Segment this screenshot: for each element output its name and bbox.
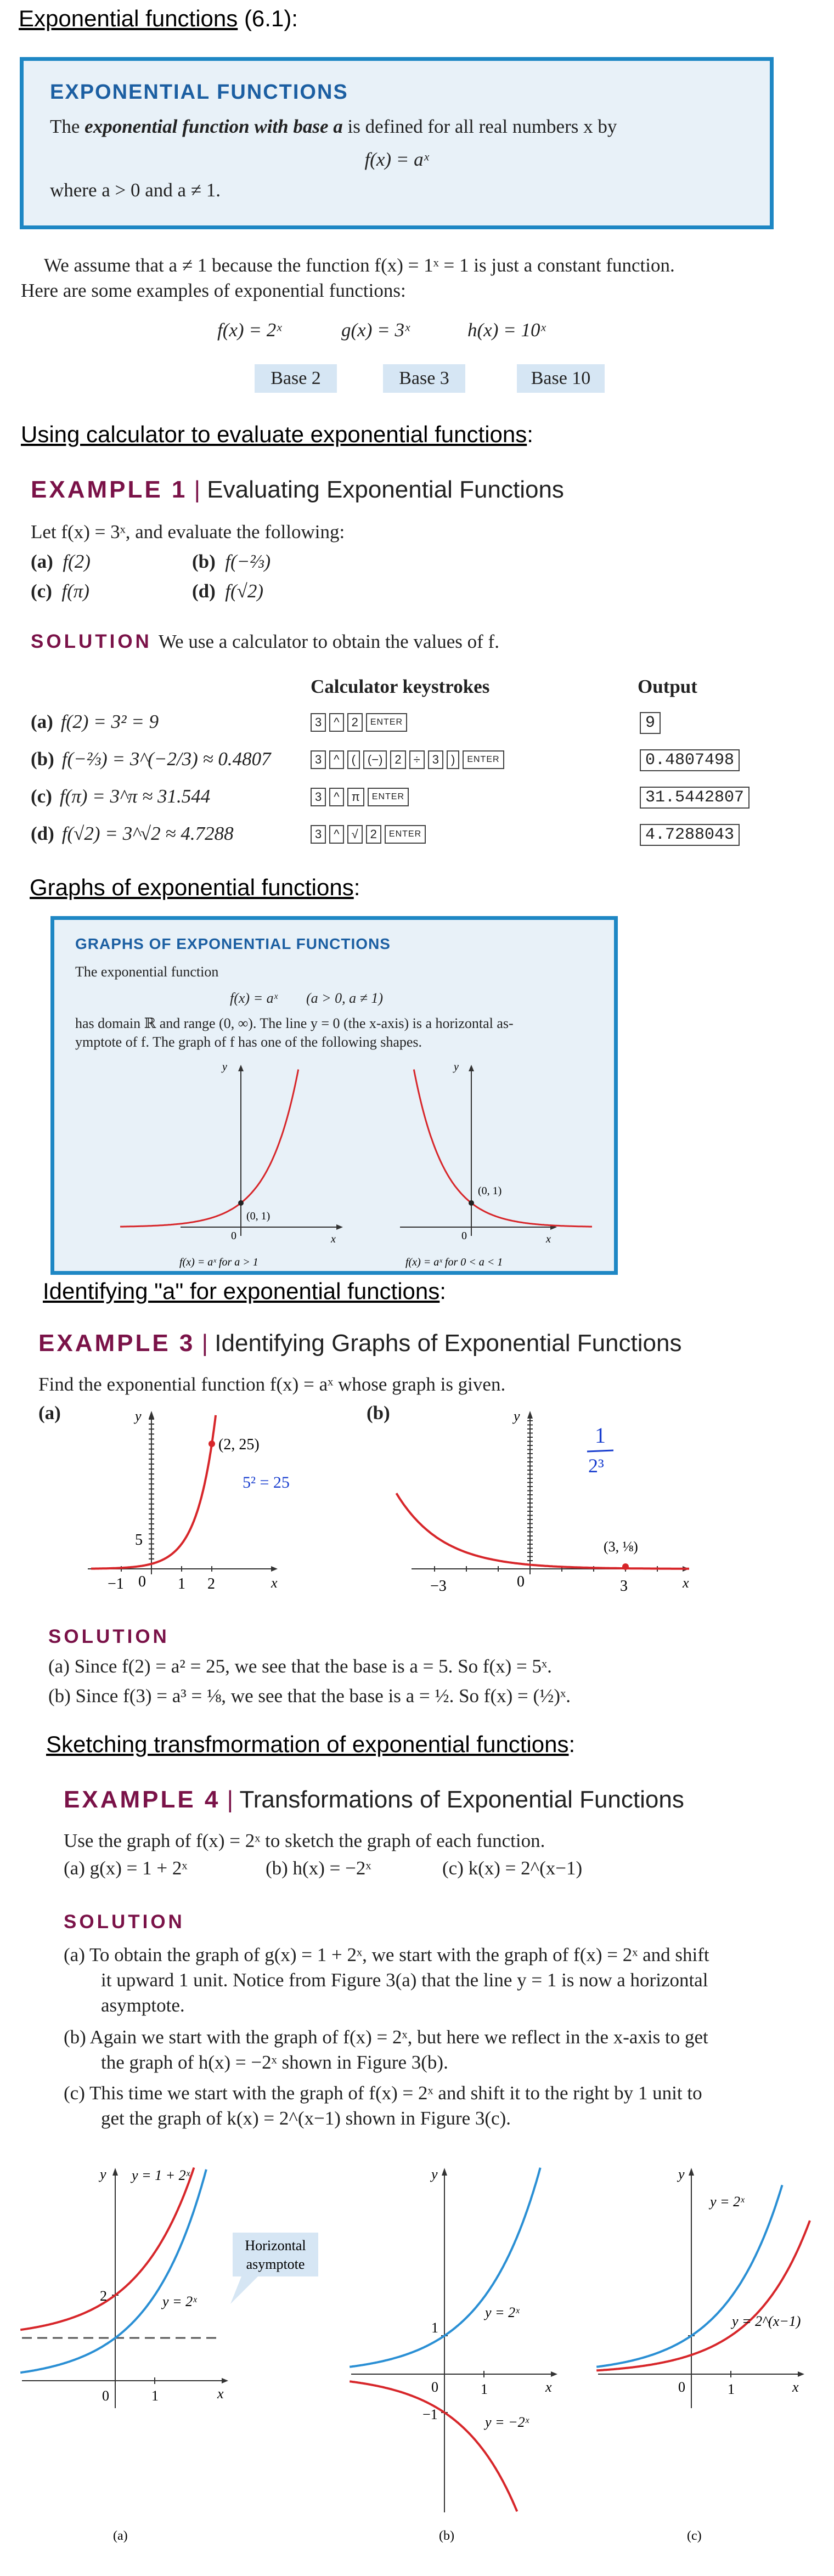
example4-part-a: (a) g(x) = 1 + 2ˣ (64, 1857, 188, 1879)
calc-output: 0.4807498 (640, 749, 740, 771)
example4-sol-c-2: get the graph of k(x) = 2^(x−1) shown in Figure 3(c). (101, 2108, 511, 2129)
axis-y-label: y (678, 2166, 685, 2182)
tick-label-ym1: −1 (422, 2406, 438, 2422)
point-label: (3, ⅛) (604, 1539, 638, 1555)
point-label: (2, 25) (218, 1436, 260, 1453)
calc-row-expression: (b) f(−⅔) = 3^(−2/3) ≈ 0.4807 (31, 748, 271, 770)
calc-key: 3 (428, 750, 443, 769)
calc-key: 2 (366, 825, 381, 844)
calc-key: ^ (329, 788, 343, 806)
curve-label-f: y = 2ˣ (162, 2293, 197, 2309)
example1-title: EXAMPLE 1 | Evaluating Exponential Functions (31, 476, 564, 503)
axis-x-label: x (331, 1233, 336, 1245)
origin-label: 0 (678, 2379, 685, 2395)
example-g: g(x) = 3ˣ (341, 319, 410, 341)
example4-solution-label: SOLUTION (64, 1911, 185, 1933)
intro-paragraph: We assume that a ≠ 1 because the function f(x) = 1ˣ = 1 is just a constant function. (44, 255, 675, 276)
example3-solution-a: (a) Since f(2) = a² = 25, we see that the base is a = 5. So f(x) = 5ˣ. (48, 1656, 552, 1677)
calc-key: √ (347, 825, 363, 844)
example3-part-a: (a) (38, 1402, 61, 1423)
section-heading-calculator: Using calculator to evaluate exponential functions: (21, 421, 533, 447)
example3-part-b: (b) (367, 1402, 390, 1423)
point-label: (0, 1) (478, 1185, 502, 1197)
tick-label-m1: −1 (108, 1575, 124, 1592)
tick-label-y1: 1 (431, 2320, 438, 2336)
definition-line: The exponential function with base a is defined for all real numbers x by (50, 116, 617, 137)
axis-y-label: y (454, 1061, 459, 1073)
tick-label-1: 1 (728, 2381, 735, 2397)
example4-sol-a-2: it upward 1 unit. Notice from Figure 3(a) that the line y = 1 is now a horizontal (101, 1969, 708, 1991)
graphs-box-line3: has domain ℝ and range (0, ∞). The line y = 0 (the x-axis) is a horizontal as- (75, 1015, 514, 1031)
figure-caption-a: (a) (113, 2529, 128, 2543)
base-label-10: Base 10 (517, 364, 605, 393)
calc-key: ^ (329, 825, 343, 844)
calc-key: 3 (311, 788, 326, 806)
tick-label-1: 1 (178, 1575, 185, 1592)
asymptote-callout (230, 2233, 318, 2304)
example1-part-c: (c) f(π) (31, 580, 89, 602)
handwritten-note: 5² = 25 (243, 1473, 290, 1492)
tick-label-m3: −3 (430, 1578, 447, 1595)
example4-part-b: (b) h(x) = −2ˣ (266, 1857, 371, 1879)
calc-key: ^ (329, 750, 343, 769)
axis-x-label: x (271, 1575, 278, 1591)
calc-key: 3 (311, 713, 326, 732)
graphs-box-title: GRAPHS OF EXPONENTIAL FUNCTIONS (75, 935, 391, 952)
calc-row-expression: (d) f(√2) = 3^√2 ≈ 4.7288 (31, 823, 234, 844)
calc-key: 2 (347, 713, 363, 732)
calc-key: ENTER (463, 750, 504, 769)
tick-label-1: 1 (481, 2381, 488, 2397)
example-h: h(x) = 10ˣ (467, 319, 546, 341)
example4-prompt: Use the graph of f(x) = 2ˣ to sketch the graph of each function. (64, 1830, 545, 1851)
tick-label-0: 0 (138, 1573, 146, 1590)
base-label-2: Base 2 (255, 364, 337, 393)
graph-decay (400, 1061, 592, 1268)
section-heading-identifying: Identifying "a" for exponential functions: (43, 1278, 446, 1304)
definition-title: EXPONENTIAL FUNCTIONS (50, 81, 348, 104)
section-heading-graphs: Graphs of exponential functions: (30, 874, 360, 900)
example4-sol-b-1: (b) Again we start with the graph of f(x) = 2ˣ, but here we reflect in the x-axis to get (64, 2026, 708, 2048)
graphs-box-formula: f(x) = aˣ (a > 0, a ≠ 1) (230, 990, 384, 1006)
example3-title: EXAMPLE 3 | Identifying Graphs of Exponential Functions (38, 1330, 682, 1357)
tick-label-0: 0 (517, 1573, 525, 1590)
example4-sol-a-1: (a) To obtain the graph of g(x) = 1 + 2ˣ, we start with the graph of f(x) = 2ˣ and shift (64, 1944, 709, 1965)
curve-label-g: y = 1 + 2ˣ (132, 2167, 190, 2183)
caption-growth: f(x) = aˣ for a > 1 (179, 1256, 258, 1268)
figure-3c (596, 2166, 810, 2543)
example4-sol-b-2: the graph of h(x) = −2ˣ shown in Figure 3(b). (101, 2052, 448, 2073)
origin-label: 0 (102, 2388, 109, 2404)
example4-sol-a-3: asymptote. (101, 1995, 185, 2016)
example4-title: EXAMPLE 4 | Transformations of Exponential Functions (64, 1786, 684, 1813)
axis-x-label: x (792, 2379, 799, 2395)
figure-caption-b: (b) (439, 2529, 454, 2543)
tick-label-2: 2 (207, 1575, 215, 1592)
curve-label-h: y = −2ˣ (485, 2414, 529, 2430)
calc-keystrokes (311, 713, 410, 732)
axis-x-label: x (217, 2386, 224, 2402)
calc-key: 3 (311, 750, 326, 769)
tick-label-1: 1 (151, 2388, 159, 2404)
calc-output: 4.7288043 (640, 824, 740, 846)
calc-keystrokes (311, 788, 412, 806)
callout-line1: Horizontal (245, 2238, 306, 2253)
calc-key: ) (447, 750, 459, 769)
graphs-box-line1: The exponential function (75, 964, 219, 980)
calc-key: (−) (363, 750, 387, 769)
axis-y-label: y (514, 1408, 520, 1424)
origin-label: 0 (431, 2379, 438, 2395)
curve-label-k: y = 2^(x−1) (732, 2313, 801, 2329)
calc-output: 31.5442807 (640, 787, 750, 809)
definition-condition: where a > 0 and a ≠ 1. (50, 179, 221, 201)
base-label-3: Base 3 (383, 364, 465, 393)
caption-decay: f(x) = aˣ for 0 < a < 1 (405, 1256, 503, 1268)
example1-part-b: (b) f(−⅔) (192, 551, 271, 572)
calc-key: ENTER (385, 825, 426, 844)
axis-x-label: x (683, 1575, 689, 1591)
calc-key: ENTER (366, 713, 407, 732)
example1-prompt: Let f(x) = 3ˣ, and evaluate the following: (31, 521, 345, 543)
example1-part-a: (a) f(2) (31, 551, 91, 572)
callout-line2: asymptote (246, 2256, 305, 2272)
example1-part-d: (d) f(√2) (192, 580, 264, 602)
axis-x-label: x (545, 2379, 552, 2395)
tick-label-2: 2 (100, 2288, 107, 2304)
calc-row-expression: (c) f(π) = 3^π ≈ 31.544 (31, 786, 211, 807)
point-label: (0, 1) (246, 1210, 271, 1222)
calc-keystrokes (311, 750, 508, 769)
example4-sol-c-1: (c) This time we start with the graph of f(x) = 2ˣ and shift it to the right by 1 unit to (64, 2082, 702, 2104)
definition-formula: f(x) = aˣ (364, 149, 429, 170)
calc-key: ( (347, 750, 360, 769)
example3-figures (0, 1404, 834, 1613)
axis-y-label: y (222, 1061, 227, 1073)
example4-part-c: (c) k(x) = 2^(x−1) (442, 1857, 583, 1879)
calc-key: 2 (390, 750, 405, 769)
axis-y-label: y (100, 2166, 106, 2182)
calc-key: ÷ (409, 750, 425, 769)
calc-key: π (347, 788, 364, 806)
section-heading-transformation: Sketching transfmormation of exponential functions: (46, 1731, 576, 1757)
tick-label-3: 3 (620, 1578, 628, 1595)
curve-label-f: y = 2ˣ (710, 2194, 745, 2210)
calc-output: 9 (640, 712, 661, 734)
example3-solution-label: SOLUTION (48, 1626, 170, 1647)
axis-x-label: x (546, 1233, 551, 1245)
graphs-box (50, 916, 618, 1275)
col-header-output: Output (638, 676, 697, 697)
example3-prompt: Find the exponential function f(x) = aˣ whose graph is given. (38, 1374, 506, 1395)
graph-growth (120, 1061, 343, 1268)
intro-paragraph-2: Here are some examples of exponential functions: (21, 280, 406, 301)
definition-box (20, 57, 774, 229)
calc-row-expression: (a) f(2) = 3² = 9 (31, 711, 159, 732)
section-heading-exponential: Exponential functions (6.1): (19, 5, 298, 31)
calc-keystrokes (311, 825, 429, 844)
example-f: f(x) = 2ˣ (217, 319, 282, 341)
figure-caption-c: (c) (687, 2529, 702, 2543)
calc-key: ENTER (368, 788, 409, 806)
handwritten-note-num: 1 (595, 1423, 606, 1448)
tick-label-5: 5 (135, 1532, 143, 1549)
graph-half-x (396, 1408, 689, 1595)
graphs-box-line4: ymptote of f. The graph of f has one of the following shapes. (75, 1034, 422, 1050)
axis-y-label: y (135, 1408, 142, 1424)
calc-key: ^ (329, 713, 343, 732)
col-header-keystrokes: Calculator keystrokes (311, 676, 490, 697)
axis-y-label: y (431, 2166, 438, 2182)
figure-3a (20, 2166, 318, 2543)
origin-label: 0 (461, 1230, 467, 1242)
graph-5x (88, 1408, 290, 1592)
figure-3b (350, 2166, 557, 2543)
curve-label-f: y = 2ˣ (485, 2304, 520, 2320)
graphs-box-figures (54, 1057, 614, 1271)
example1-solution: SOLUTION We use a calculator to obtain the values of f. (31, 631, 499, 652)
origin-label: 0 (231, 1230, 236, 1242)
example4-figures (0, 2161, 834, 2556)
handwritten-note-den: 2³ (588, 1455, 604, 1477)
example3-solution-b: (b) Since f(3) = a³ = ⅛, we see that the base is a = ½. So f(x) = (½)ˣ. (48, 1685, 571, 1707)
calc-key: 3 (311, 825, 326, 844)
